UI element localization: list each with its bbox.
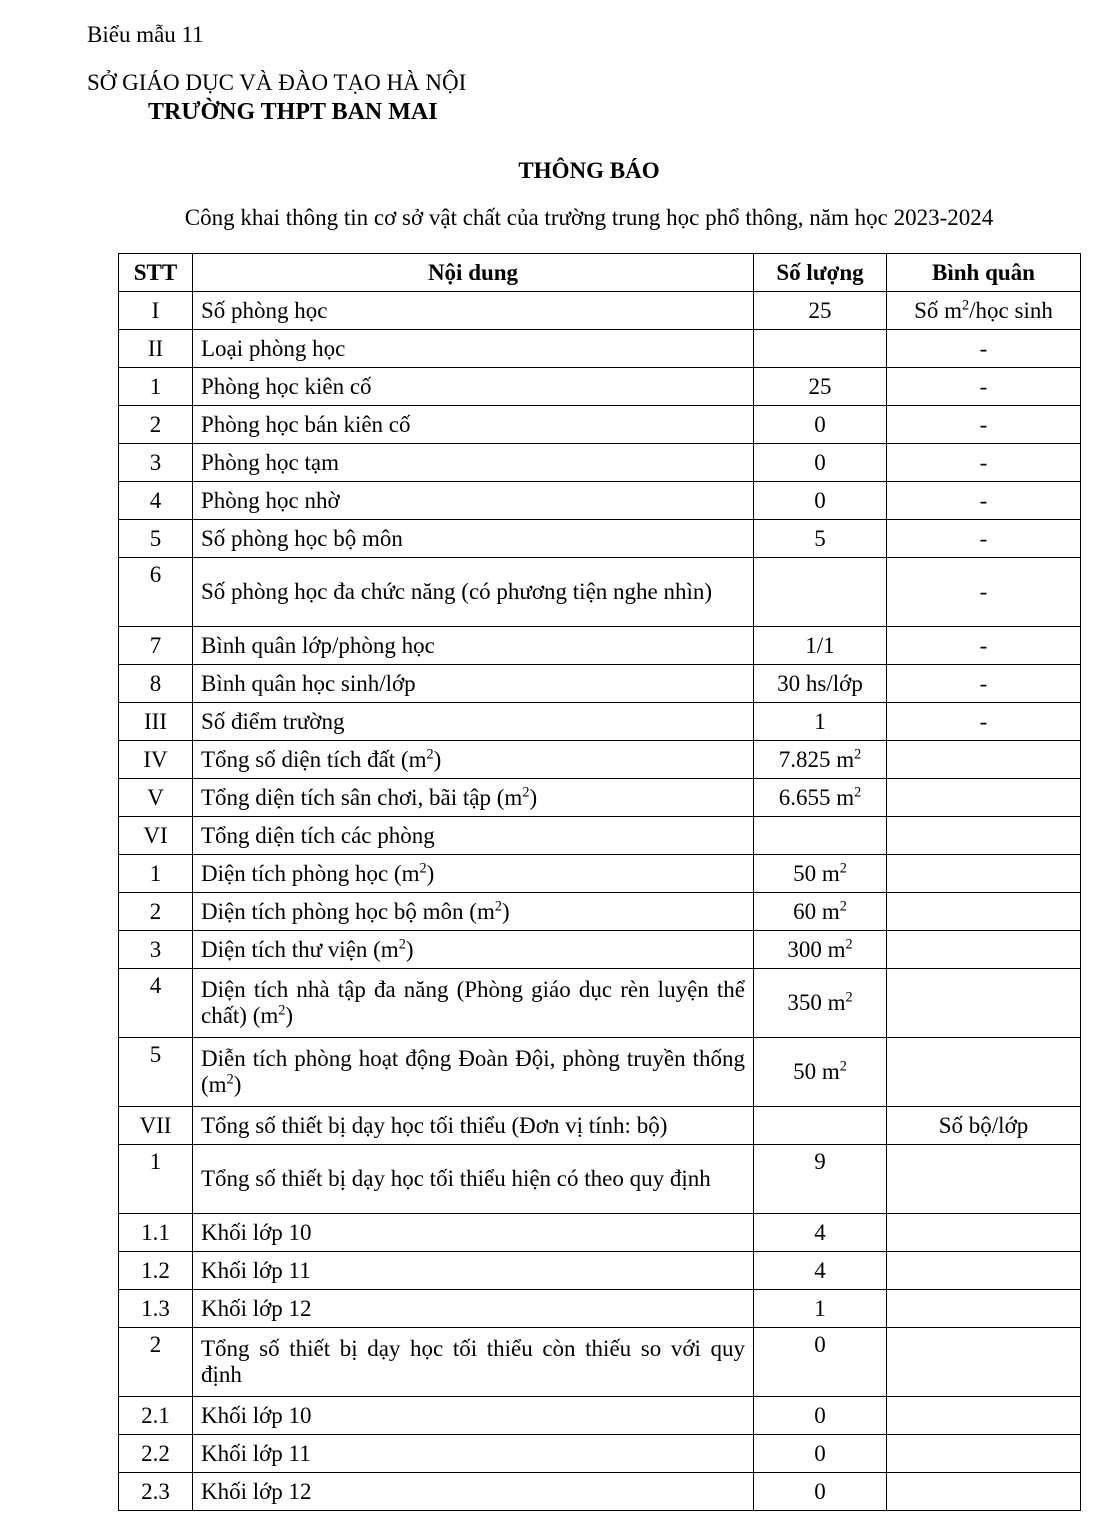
row-stt: 1: [119, 855, 193, 893]
row-average: [887, 1473, 1081, 1511]
row-average: [887, 1397, 1081, 1435]
table-row: [119, 741, 1081, 779]
row-stt: 2.1: [119, 1397, 193, 1435]
row-quantity: 350 $m^2$: [754, 969, 887, 1038]
row-stt: 2: [119, 406, 193, 444]
row-average: [887, 1038, 1081, 1107]
row-stt: 4: [119, 482, 193, 520]
row-content: Tổng diện tích các phòng: [193, 817, 754, 855]
row-quantity: 1: [754, 1290, 887, 1328]
row-average: [887, 1145, 1081, 1214]
table-row: [119, 855, 1081, 893]
row-content: Khối lớp 12: [193, 1473, 754, 1511]
table-row: [119, 1290, 1081, 1328]
row-average: [887, 1252, 1081, 1290]
table-row: [119, 1038, 1081, 1107]
row-content: Diễn tích phòng hoạt động Đoàn Đội, phòng truyền thống $(m^2)$: [193, 1038, 754, 1107]
header-quantity: Số lượng: [754, 254, 887, 292]
row-quantity: 50 $m^2$: [754, 855, 887, 893]
row-average: [887, 779, 1081, 817]
row-content: Số điểm trường: [193, 703, 754, 741]
table-body: [119, 292, 1081, 1511]
department-name: SỞ GIÁO DỤC VÀ ĐÀO TẠO HÀ NỘI: [87, 70, 467, 95]
document-subtitle: Công khai thông tin cơ sở vật chất của trường trung học phổ thông, năm học 2023-2024: [184, 205, 994, 230]
row-average: -: [887, 558, 1081, 627]
row-quantity: 300 $m^2$: [754, 931, 887, 969]
row-content: Tổng số thiết bị dạy học tối thiểu hiện có theo quy định: [193, 1145, 754, 1214]
row-average: -: [887, 368, 1081, 406]
table-row: [119, 1473, 1081, 1511]
table-row: [119, 665, 1081, 703]
facilities-table: [118, 253, 1081, 1511]
table-row: [119, 627, 1081, 665]
row-stt: I: [119, 292, 193, 330]
row-stt: 8: [119, 665, 193, 703]
row-average: [887, 817, 1081, 855]
row-average: -: [887, 444, 1081, 482]
header-stt: STT: [119, 254, 193, 292]
row-quantity: 0: [754, 406, 887, 444]
table-row: [119, 444, 1081, 482]
row-quantity: [754, 330, 887, 368]
table-row: [119, 1252, 1081, 1290]
row-content: Bình quân học sinh/lớp: [193, 665, 754, 703]
row-quantity: 6.655 $m^2$: [754, 779, 887, 817]
row-content: Loại phòng học: [193, 330, 754, 368]
row-stt: 7: [119, 627, 193, 665]
table-row: [119, 931, 1081, 969]
table-row: [119, 1328, 1081, 1397]
table-row: [119, 406, 1081, 444]
row-content: Tổng số diện tích đất $(m^2)$: [193, 741, 754, 779]
document-title: THÔNG BÁO: [518, 158, 660, 183]
table-row: [119, 1145, 1081, 1214]
row-stt: 5: [119, 1038, 193, 1107]
row-stt: 2: [119, 1328, 193, 1397]
row-content: Diện tích phòng học $(m^2)$: [193, 855, 754, 893]
row-quantity: 7.825 $m^2$: [754, 741, 887, 779]
table-row: [119, 969, 1081, 1038]
row-stt: 3: [119, 931, 193, 969]
row-quantity: 1: [754, 703, 887, 741]
table-row: [119, 482, 1081, 520]
row-average: -: [887, 330, 1081, 368]
row-content: Số phòng học đa chức năng (có phương tiện nghe nhìn): [193, 558, 754, 627]
row-stt: VI: [119, 817, 193, 855]
row-stt: 1.2: [119, 1252, 193, 1290]
table-row: [119, 368, 1081, 406]
table-row: [119, 1435, 1081, 1473]
table-header-row: [119, 254, 1081, 292]
row-quantity: 60 $m^2$: [754, 893, 887, 931]
row-quantity: [754, 558, 887, 627]
row-average: -: [887, 482, 1081, 520]
row-content: Khối lớp 11: [193, 1435, 754, 1473]
row-stt: 1: [119, 368, 193, 406]
table-row: [119, 520, 1081, 558]
row-stt: 6: [119, 558, 193, 627]
row-stt: V: [119, 779, 193, 817]
row-quantity: 1/1: [754, 627, 887, 665]
row-quantity: 0: [754, 482, 887, 520]
row-content: Tổng số thiết bị dạy học tối thiểu còn thiếu so với quy định: [193, 1328, 754, 1397]
row-content: Phòng học kiên cố: [193, 368, 754, 406]
row-average: [887, 1214, 1081, 1252]
row-stt: IV: [119, 741, 193, 779]
header-content: Nội dung: [193, 254, 754, 292]
row-quantity: 0: [754, 1435, 887, 1473]
row-average: Số bộ/lớp: [887, 1107, 1081, 1145]
row-stt: 1: [119, 1145, 193, 1214]
table-row: [119, 817, 1081, 855]
row-content: Bình quân lớp/phòng học: [193, 627, 754, 665]
row-quantity: 50 $m^2$: [754, 1038, 887, 1107]
row-content: Diện tích thư viện $(m^2)$: [193, 931, 754, 969]
row-content: Phòng học bán kiên cố: [193, 406, 754, 444]
row-content: Tổng diện tích sân chơi, bãi tập $(m^2)$: [193, 779, 754, 817]
row-stt: 4: [119, 969, 193, 1038]
row-average: Số $m^2$/học sinh: [887, 292, 1081, 330]
row-average: [887, 1435, 1081, 1473]
row-quantity: 0: [754, 1397, 887, 1435]
row-quantity: 9: [754, 1145, 887, 1214]
row-stt: II: [119, 330, 193, 368]
row-stt: VII: [119, 1107, 193, 1145]
row-stt: 1.1: [119, 1214, 193, 1252]
row-content: Phòng học nhờ: [193, 482, 754, 520]
row-stt: 1.3: [119, 1290, 193, 1328]
row-quantity: 5: [754, 520, 887, 558]
row-average: -: [887, 627, 1081, 665]
row-stt: 3: [119, 444, 193, 482]
row-quantity: 25: [754, 292, 887, 330]
row-content: Khối lớp 10: [193, 1397, 754, 1435]
row-content: Khối lớp 10: [193, 1214, 754, 1252]
table-row: [119, 779, 1081, 817]
row-content: Tổng số thiết bị dạy học tối thiểu (Đơn vị tính: bộ): [193, 1107, 754, 1145]
row-content: Diện tích phòng học bộ môn $(m^2)$: [193, 893, 754, 931]
row-average: [887, 1328, 1081, 1397]
table-row: [119, 893, 1081, 931]
row-content: Khối lớp 11: [193, 1252, 754, 1290]
row-quantity: [754, 817, 887, 855]
row-stt: 2.2: [119, 1435, 193, 1473]
row-stt: 5: [119, 520, 193, 558]
row-average: -: [887, 665, 1081, 703]
table-row: [119, 703, 1081, 741]
table-row: [119, 1397, 1081, 1435]
row-average: -: [887, 406, 1081, 444]
row-content: Diện tích nhà tập đa năng (Phòng giáo dục rèn luyện thể chất) $(m^2)$: [193, 969, 754, 1038]
school-name: TRƯỜNG THPT BAN MAI: [148, 99, 438, 125]
form-label: Biểu mẫu 11: [87, 22, 204, 47]
table-row: [119, 1107, 1081, 1145]
row-average: [887, 969, 1081, 1038]
table-row: [119, 558, 1081, 627]
header-average: Bình quân: [887, 254, 1081, 292]
row-quantity: 4: [754, 1252, 887, 1290]
row-stt: III: [119, 703, 193, 741]
row-average: [887, 855, 1081, 893]
row-quantity: 4: [754, 1214, 887, 1252]
row-quantity: 25: [754, 368, 887, 406]
row-quantity: 0: [754, 1473, 887, 1511]
row-content: Số phòng học: [193, 292, 754, 330]
row-quantity: 0: [754, 1328, 887, 1397]
row-quantity: 0: [754, 444, 887, 482]
row-content: Phòng học tạm: [193, 444, 754, 482]
row-average: [887, 1290, 1081, 1328]
row-quantity: 30 hs/lớp: [754, 665, 887, 703]
row-stt: 2: [119, 893, 193, 931]
row-quantity: [754, 1107, 887, 1145]
row-content: Khối lớp 12: [193, 1290, 754, 1328]
row-average: -: [887, 703, 1081, 741]
table-row: [119, 292, 1081, 330]
table-row: [119, 1214, 1081, 1252]
row-average: -: [887, 520, 1081, 558]
row-average: [887, 893, 1081, 931]
row-content: Số phòng học bộ môn: [193, 520, 754, 558]
row-stt: 2.3: [119, 1473, 193, 1511]
table-row: [119, 330, 1081, 368]
row-average: [887, 931, 1081, 969]
row-average: [887, 741, 1081, 779]
